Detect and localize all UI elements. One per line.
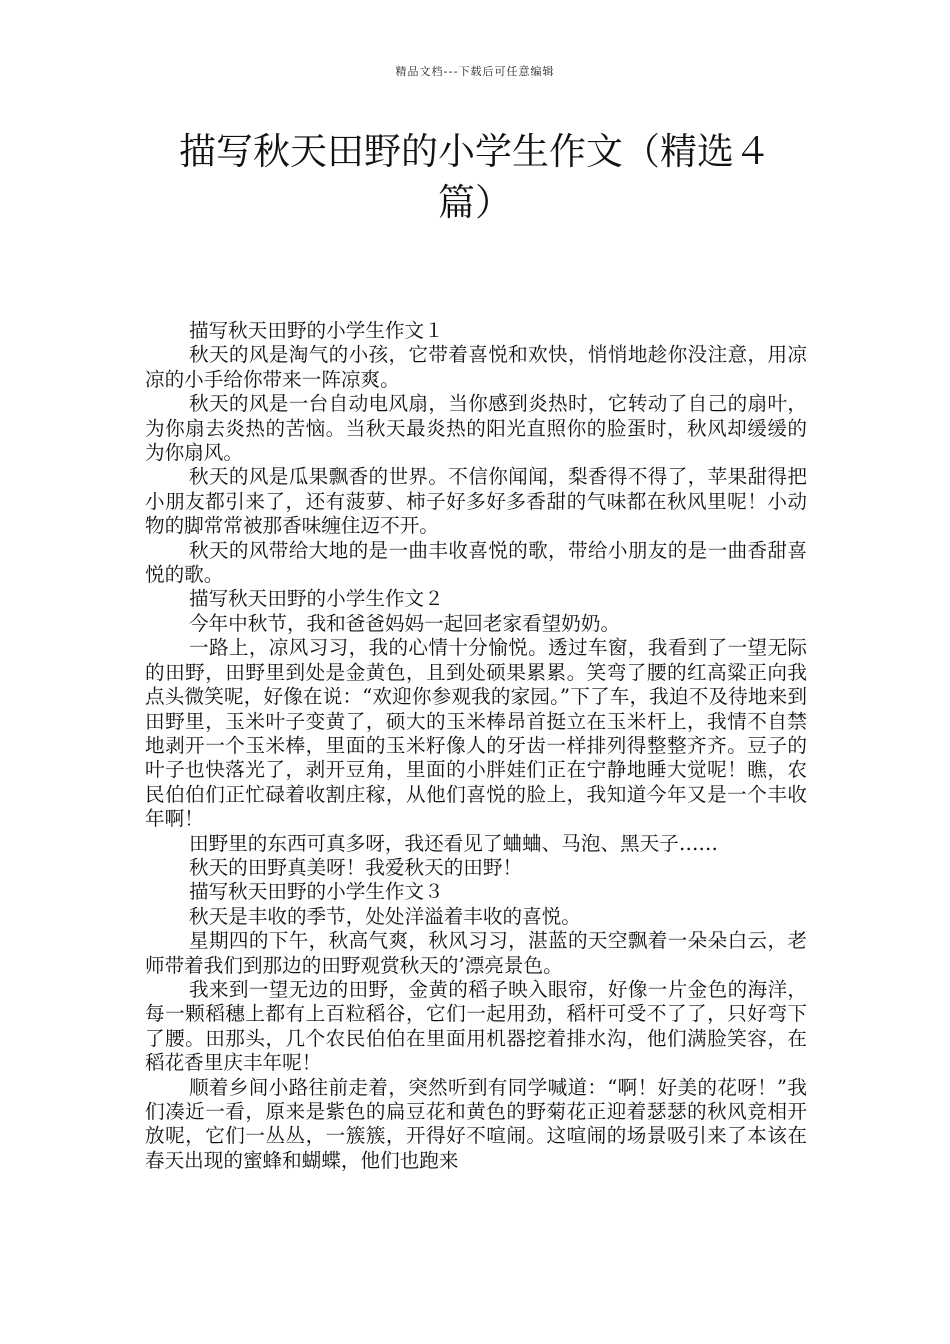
paragraph: 顺着乡间小路往前走着，突然听到有同学喊道：“啊！好美的花呀！”我们凑近一看，原来是紫色的扁豆花和黄色的野菊花正迎着瑟瑟的秋风竞相开放呢，它们一丛丛，一簇簇，开得好不喧闹。这喧闹的场景吸引来了本该在春天出现的蜜蜂和蝴蝶，他们也跑来 [145,1075,807,1172]
paragraph: 一路上，凉风习习，我的心情十分愉悦。透过车窗，我看到了一望无际的田野，田野里到处是金黄色，且到处硕果累累。笑弯了腰的红高粱正向我点头微笑呢，好像在说：“欢迎你参观我的家园。”下了车，我迫不及待地来到田野里，玉米叶子变黄了，硕大的玉米棒昂首挺立在玉米杆上，我情不自禁地剥开一个玉米棒，里面的玉米籽像人的牙齿一样排列得整整齐齐。豆子的叶子也快落光了，剥开豆角，里面的小胖娃们正在宁静地睡大觉呢！瞧，农民伯伯们正忙碌着收割庄稼，从他们喜悦的脸上，我知道今年又是一个丰收年啊！ [145,636,807,831]
paragraph: 秋天的风是一台自动电风扇，当你感到炎热时，它转动了自己的扇叶，为你扇去炎热的苦恼。当秋天最炎热的阳光直照你的脸蛋时，秋风却缓缓的为你扇风。 [145,392,807,465]
paragraph: 秋天的风带给大地的是一曲丰收喜悦的歌，带给小朋友的是一曲香甜喜悦的歌。 [145,538,807,587]
page-header: 精品文档---下载后可任意编辑 [395,65,555,78]
document-title: 描写秋天田野的小学生作文（精选４篇） [179,130,771,224]
paragraph: 星期四的下午，秋高气爽，秋风习习，湛蓝的天空飘着一朵朵白云，老师带着我们到那边的田野观赏秋天的’漂亮景色。 [145,929,807,977]
paragraph: 今年中秋节，我和爸爸妈妈一起回老家看望奶奶。 [189,611,621,635]
document-body [145,319,807,1173]
section-heading-3: 描写秋天田野的小学生作文３ [189,880,444,904]
paragraph: 秋天的田野真美呀！我爱秋天的田野！ [189,855,523,879]
paragraph: 秋天是丰收的季节，处处洋溢着丰收的喜悦。 [189,904,581,928]
section-heading-1: 描写秋天田野的小学生作文１ [189,319,444,342]
paragraph: 秋天的风是淘气的小孩，它带着喜悦和欢快，悄悄地趁你没注意，用凉凉的小手给你带来一阵凉爽。 [145,343,807,391]
section-heading-2: 描写秋天田野的小学生作文２ [189,587,444,611]
paragraph: 我来到一望无边的田野，金黄的稻子映入眼帘，好像一片金色的海洋，每一颗稻穗上都有上百粒稻谷，它们一起用劲，稻杆可受不了了，只好弯下了腰。田那头，几个农民伯伯在里面用机器挖着排水沟，他们满脸笑容，在稻花香里庆丰年呢！ [145,977,807,1075]
paragraph: 田野里的东西可真多呀，我还看见了蛐蛐、马泡、黑天子…… [189,831,719,855]
paragraph: 秋天的风是瓜果飘香的世界。不信你闻闻，梨香得不得了，苹果甜得把小朋友都引来了，还有菠萝、柿子好多好多香甜的气味都在秋风里呢！小动物的脚常常被那香味缠住迈不开。 [145,465,807,538]
